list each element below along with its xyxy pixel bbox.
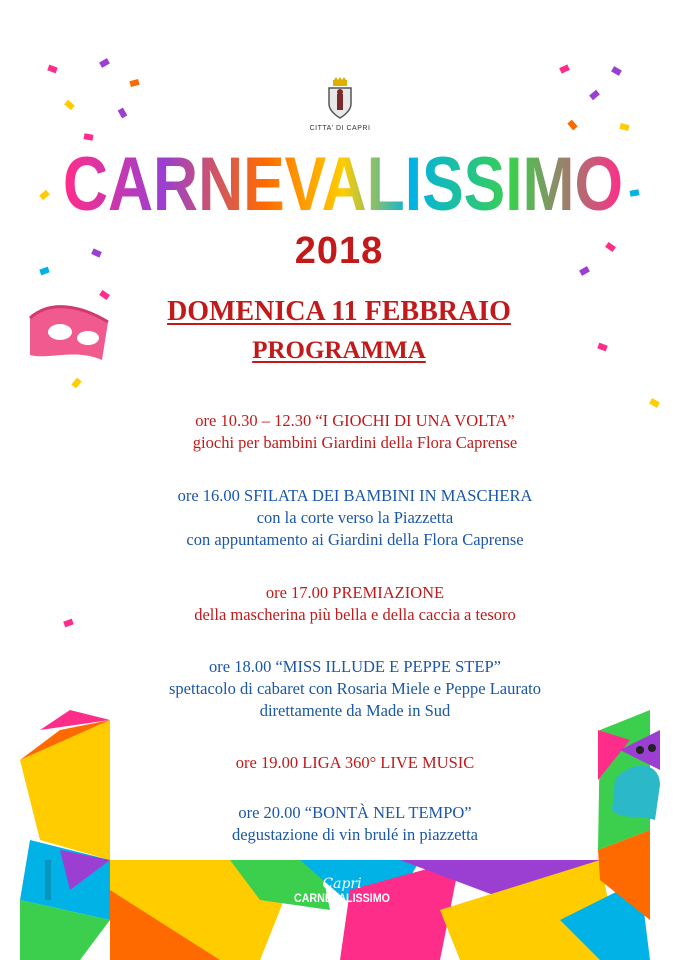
event-4-details: direttamente da Made in Sud <box>259 701 451 720</box>
coat-of-arms-icon <box>325 80 355 120</box>
event-3 <box>110 582 600 626</box>
confetti <box>47 65 58 74</box>
confetti <box>567 120 577 131</box>
program-heading <box>0 337 678 365</box>
carnevalissimo-logo <box>292 870 392 910</box>
event-2-title: ore 16.00 SFILATA DEI BAMBINI IN MASCHERA <box>177 486 533 505</box>
confetti <box>611 66 622 76</box>
confetti <box>63 619 74 628</box>
event-3-title: ore 17.00 PREMIAZIONE <box>265 583 445 602</box>
event-2-details: con la corte verso la Piazzetta <box>256 508 454 527</box>
date-line <box>0 296 678 328</box>
event-5 <box>110 752 600 774</box>
confetti <box>619 123 629 131</box>
confetti <box>589 90 600 100</box>
confetti <box>39 190 50 200</box>
crest-caption: CITTA' DI CAPRI <box>309 125 371 132</box>
confetti <box>129 79 139 87</box>
program-heading-text: PROGRAMMA <box>252 337 426 364</box>
year: 2018 <box>294 230 384 272</box>
confetti <box>99 58 110 68</box>
event-6-details: degustazione di vin brulé in piazzetta <box>231 825 479 844</box>
event-6 <box>110 802 600 846</box>
event-4-title: ore 18.00 “MISS ILLUDE E PEPPE STEP” <box>209 657 501 676</box>
event-4 <box>110 656 600 722</box>
title-text: CARNEVALISSIMO <box>63 142 623 227</box>
date-text: DOMENICA 11 FEBBRAIO <box>167 296 511 327</box>
confetti <box>630 189 640 196</box>
event-2-details: con appuntamento ai Giardini della Flora Caprense <box>186 530 524 549</box>
confetti <box>559 64 570 73</box>
logo-wordmark: CARNEVALISSIMO <box>294 893 391 905</box>
event-4-details: spettacolo di cabaret con Rosaria Miele e Peppe Laurato <box>168 679 541 698</box>
confetti <box>649 398 660 408</box>
event-5-title: ore 19.00 LIGA 360° LIVE MUSIC <box>235 753 475 772</box>
event-1-details: giochi per bambini Giardini della Flora Caprense <box>192 433 518 452</box>
event-1 <box>110 410 600 454</box>
logo-script: Capri <box>322 876 362 892</box>
event-2 <box>110 485 600 551</box>
confetti <box>118 108 128 119</box>
event-3-details: della mascherina più bella e della caccia a tesoro <box>194 605 516 624</box>
confetti <box>64 100 75 110</box>
carnevalissimo-title <box>58 138 628 228</box>
event-1-title: ore 10.30 – 12.30 “I GIOCHI DI UNA VOLTA” <box>195 411 515 430</box>
event-6-title: ore 20.00 “BONTÀ NEL TEMPO” <box>238 803 472 822</box>
